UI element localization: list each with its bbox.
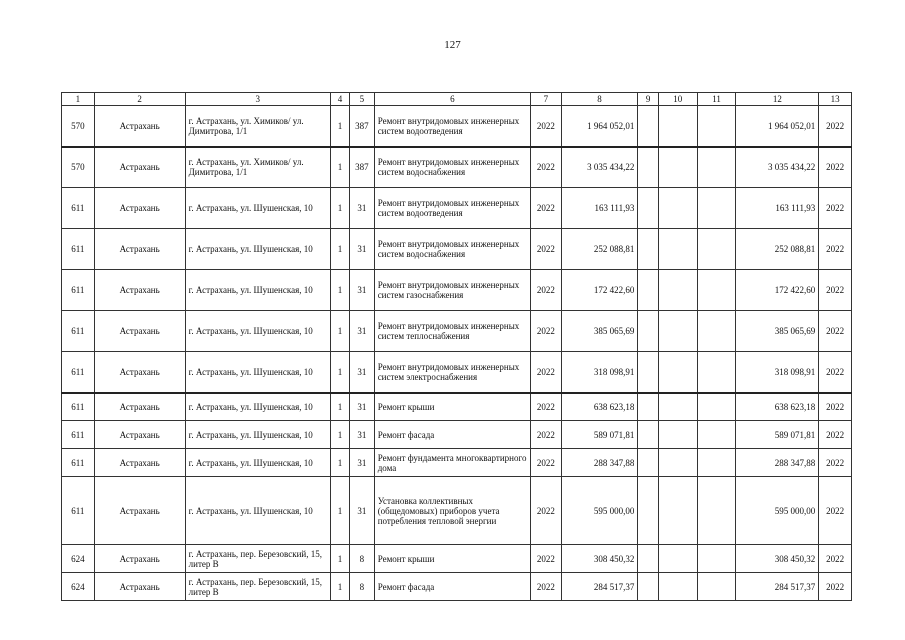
- cell-col-5: 31: [350, 393, 375, 421]
- cell-cost: 284 517,37: [561, 573, 638, 601]
- cell-completion-year: 2022: [819, 106, 852, 147]
- header-row: [62, 93, 852, 106]
- cell-object-number: 611: [62, 188, 95, 229]
- cell-address: г. Астрахань, пер. Березовский, 15, литер В: [185, 573, 330, 601]
- cell-col-5: 31: [350, 421, 375, 449]
- cell-work-type: Ремонт внутридомовых инженерных систем водоотведения: [374, 188, 530, 229]
- cell-total: 308 450,32: [736, 545, 819, 573]
- cell-work-type: Ремонт фасада: [374, 573, 530, 601]
- cell-col-4: 1: [330, 352, 349, 393]
- cell-col-4: 1: [330, 421, 349, 449]
- table-row: [62, 311, 852, 352]
- cell-municipality: Астрахань: [94, 229, 185, 270]
- cell-address: г. Астрахань, ул. Химиков/ ул. Димитрова, 1/1: [185, 106, 330, 147]
- table-row: [62, 106, 852, 147]
- table-row: [62, 229, 852, 270]
- cell-address: г. Астрахань, ул. Шушенская, 10: [185, 311, 330, 352]
- column-header: 8: [561, 93, 638, 106]
- cell-year: 2022: [531, 449, 562, 477]
- cell-col-11: [697, 449, 736, 477]
- table-row: [62, 352, 852, 393]
- table-row: [62, 188, 852, 229]
- cell-work-type: Ремонт внутридомовых инженерных систем водоснабжения: [374, 147, 530, 188]
- cell-work-type: Ремонт крыши: [374, 545, 530, 573]
- cell-completion-year: 2022: [819, 188, 852, 229]
- cell-total: 163 111,93: [736, 188, 819, 229]
- cell-year: 2022: [531, 270, 562, 311]
- cell-total: 638 623,18: [736, 393, 819, 421]
- column-header: 12: [736, 93, 819, 106]
- cell-municipality: Астрахань: [94, 270, 185, 311]
- cell-work-type: Ремонт внутридомовых инженерных систем водоснабжения: [374, 229, 530, 270]
- cell-col-9: [638, 421, 658, 449]
- cell-col-9: [638, 106, 658, 147]
- cell-col-9: [638, 270, 658, 311]
- cell-completion-year: 2022: [819, 573, 852, 601]
- table-row: [62, 477, 852, 545]
- cell-year: 2022: [531, 545, 562, 573]
- cell-col-5: 387: [350, 147, 375, 188]
- cell-cost: 589 071,81: [561, 421, 638, 449]
- cell-col-5: 8: [350, 545, 375, 573]
- table-row: [62, 573, 852, 601]
- cell-cost: 308 450,32: [561, 545, 638, 573]
- cell-object-number: 611: [62, 311, 95, 352]
- cell-address: г. Астрахань, ул. Шушенская, 10: [185, 449, 330, 477]
- cell-address: г. Астрахань, ул. Шушенская, 10: [185, 188, 330, 229]
- cell-municipality: Астрахань: [94, 477, 185, 545]
- cell-col-11: [697, 188, 736, 229]
- cell-col-4: 1: [330, 188, 349, 229]
- cell-object-number: 611: [62, 449, 95, 477]
- cell-cost: 318 098,91: [561, 352, 638, 393]
- column-header: 5: [350, 93, 375, 106]
- cell-completion-year: 2022: [819, 270, 852, 311]
- cell-col-9: [638, 449, 658, 477]
- cell-municipality: Астрахань: [94, 393, 185, 421]
- cell-completion-year: 2022: [819, 545, 852, 573]
- cell-col-9: [638, 147, 658, 188]
- cell-col-11: [697, 421, 736, 449]
- cell-work-type: Ремонт внутридомовых инженерных систем водоотведения: [374, 106, 530, 147]
- cell-object-number: 611: [62, 352, 95, 393]
- cell-completion-year: 2022: [819, 311, 852, 352]
- cell-year: 2022: [531, 229, 562, 270]
- cell-total: 1 964 052,01: [736, 106, 819, 147]
- cell-municipality: Астрахань: [94, 352, 185, 393]
- cell-col-4: 1: [330, 147, 349, 188]
- cell-cost: 1 964 052,01: [561, 106, 638, 147]
- cell-col-5: 31: [350, 188, 375, 229]
- cell-col-11: [697, 147, 736, 188]
- cell-total: 252 088,81: [736, 229, 819, 270]
- cell-address: г. Астрахань, ул. Шушенская, 10: [185, 352, 330, 393]
- cell-col-11: [697, 352, 736, 393]
- cell-col-4: 1: [330, 573, 349, 601]
- page-number: 127: [444, 39, 461, 51]
- cell-year: 2022: [531, 311, 562, 352]
- column-header: 4: [330, 93, 349, 106]
- cell-municipality: Астрахань: [94, 545, 185, 573]
- cell-work-type: Ремонт внутридомовых инженерных систем теплоснабжения: [374, 311, 530, 352]
- cell-col-5: 31: [350, 229, 375, 270]
- cell-cost: 172 422,60: [561, 270, 638, 311]
- cell-address: г. Астрахань, ул. Химиков/ ул. Димитрова, 1/1: [185, 147, 330, 188]
- cell-col-9: [638, 393, 658, 421]
- cell-work-type: Ремонт внутридомовых инженерных систем газоснабжения: [374, 270, 530, 311]
- cell-total: 172 422,60: [736, 270, 819, 311]
- cell-col-9: [638, 311, 658, 352]
- cell-municipality: Астрахань: [94, 449, 185, 477]
- cell-total: 288 347,88: [736, 449, 819, 477]
- cell-cost: 3 035 434,22: [561, 147, 638, 188]
- column-header: 9: [638, 93, 658, 106]
- cell-total: 3 035 434,22: [736, 147, 819, 188]
- cell-col-11: [697, 229, 736, 270]
- cell-address: г. Астрахань, ул. Шушенская, 10: [185, 421, 330, 449]
- cell-object-number: 611: [62, 229, 95, 270]
- cell-completion-year: 2022: [819, 421, 852, 449]
- cell-completion-year: 2022: [819, 449, 852, 477]
- cell-col-4: 1: [330, 449, 349, 477]
- cell-address: г. Астрахань, ул. Шушенская, 10: [185, 270, 330, 311]
- cell-col-10: [658, 449, 697, 477]
- cell-year: 2022: [531, 573, 562, 601]
- cell-municipality: Астрахань: [94, 311, 185, 352]
- cell-col-4: 1: [330, 311, 349, 352]
- cell-col-10: [658, 545, 697, 573]
- cell-cost: 595 000,00: [561, 477, 638, 545]
- cell-col-9: [638, 229, 658, 270]
- column-header: 7: [531, 93, 562, 106]
- cell-object-number: 624: [62, 545, 95, 573]
- column-header: 10: [658, 93, 697, 106]
- cell-col-11: [697, 311, 736, 352]
- cell-year: 2022: [531, 147, 562, 188]
- cell-address: г. Астрахань, пер. Березовский, 15, литер В: [185, 545, 330, 573]
- cell-col-11: [697, 270, 736, 311]
- table-row: [62, 545, 852, 573]
- table-row: [62, 421, 852, 449]
- cell-municipality: Астрахань: [94, 573, 185, 601]
- cell-completion-year: 2022: [819, 352, 852, 393]
- table-row: [62, 393, 852, 421]
- column-header: 2: [94, 93, 185, 106]
- cell-col-10: [658, 393, 697, 421]
- cell-year: 2022: [531, 477, 562, 545]
- cell-col-11: [697, 106, 736, 147]
- cell-col-10: [658, 311, 697, 352]
- cell-object-number: 624: [62, 573, 95, 601]
- cell-municipality: Астрахань: [94, 421, 185, 449]
- column-header: 3: [185, 93, 330, 106]
- cell-col-11: [697, 545, 736, 573]
- cell-year: 2022: [531, 421, 562, 449]
- cell-municipality: Астрахань: [94, 106, 185, 147]
- cell-total: 595 000,00: [736, 477, 819, 545]
- cell-year: 2022: [531, 352, 562, 393]
- cell-cost: 163 111,93: [561, 188, 638, 229]
- cell-work-type: Ремонт внутридомовых инженерных систем электроснабжения: [374, 352, 530, 393]
- cell-col-10: [658, 477, 697, 545]
- cell-col-5: 387: [350, 106, 375, 147]
- cell-col-10: [658, 421, 697, 449]
- cell-col-9: [638, 477, 658, 545]
- cell-col-9: [638, 352, 658, 393]
- cell-col-10: [658, 573, 697, 601]
- cell-col-10: [658, 352, 697, 393]
- cell-col-5: 31: [350, 270, 375, 311]
- cell-municipality: Астрахань: [94, 147, 185, 188]
- cell-col-10: [658, 188, 697, 229]
- cell-object-number: 570: [62, 106, 95, 147]
- cell-col-10: [658, 229, 697, 270]
- cell-col-9: [638, 573, 658, 601]
- cell-year: 2022: [531, 188, 562, 229]
- cell-cost: 252 088,81: [561, 229, 638, 270]
- cell-col-9: [638, 188, 658, 229]
- cell-completion-year: 2022: [819, 229, 852, 270]
- cell-object-number: 611: [62, 477, 95, 545]
- cell-col-10: [658, 106, 697, 147]
- cell-col-5: 31: [350, 449, 375, 477]
- cell-col-5: 31: [350, 352, 375, 393]
- table-row: [62, 449, 852, 477]
- cell-year: 2022: [531, 106, 562, 147]
- column-header: 6: [374, 93, 530, 106]
- cell-cost: 385 065,69: [561, 311, 638, 352]
- cell-total: 589 071,81: [736, 421, 819, 449]
- cell-col-11: [697, 573, 736, 601]
- cell-col-9: [638, 545, 658, 573]
- cell-col-10: [658, 270, 697, 311]
- cell-col-11: [697, 393, 736, 421]
- cell-completion-year: 2022: [819, 477, 852, 545]
- cell-object-number: 611: [62, 393, 95, 421]
- cell-col-5: 31: [350, 477, 375, 545]
- cell-work-type: Ремонт крыши: [374, 393, 530, 421]
- cell-municipality: Астрахань: [94, 188, 185, 229]
- cell-col-4: 1: [330, 106, 349, 147]
- column-header: 11: [697, 93, 736, 106]
- cell-address: г. Астрахань, ул. Шушенская, 10: [185, 393, 330, 421]
- cell-col-4: 1: [330, 477, 349, 545]
- table-row: [62, 147, 852, 188]
- table-row: [62, 270, 852, 311]
- cell-col-5: 31: [350, 311, 375, 352]
- cell-col-5: 8: [350, 573, 375, 601]
- cell-col-4: 1: [330, 270, 349, 311]
- cell-total: 318 098,91: [736, 352, 819, 393]
- cell-work-type: Установка коллективных (общедомовых) приборов учета потребления тепловой энергии: [374, 477, 530, 545]
- cell-object-number: 570: [62, 147, 95, 188]
- column-header: 13: [819, 93, 852, 106]
- column-header: 1: [62, 93, 95, 106]
- cell-col-4: 1: [330, 393, 349, 421]
- cell-total: 385 065,69: [736, 311, 819, 352]
- cell-cost: 288 347,88: [561, 449, 638, 477]
- cell-object-number: 611: [62, 270, 95, 311]
- cell-cost: 638 623,18: [561, 393, 638, 421]
- cell-completion-year: 2022: [819, 393, 852, 421]
- data-table: [61, 92, 852, 601]
- cell-completion-year: 2022: [819, 147, 852, 188]
- cell-address: г. Астрахань, ул. Шушенская, 10: [185, 229, 330, 270]
- cell-object-number: 611: [62, 421, 95, 449]
- cell-work-type: Ремонт фасада: [374, 421, 530, 449]
- cell-col-11: [697, 477, 736, 545]
- cell-col-4: 1: [330, 229, 349, 270]
- cell-year: 2022: [531, 393, 562, 421]
- cell-col-4: 1: [330, 545, 349, 573]
- cell-total: 284 517,37: [736, 573, 819, 601]
- cell-col-10: [658, 147, 697, 188]
- cell-address: г. Астрахань, ул. Шушенская, 10: [185, 477, 330, 545]
- cell-work-type: Ремонт фундамента многоквартирного дома: [374, 449, 530, 477]
